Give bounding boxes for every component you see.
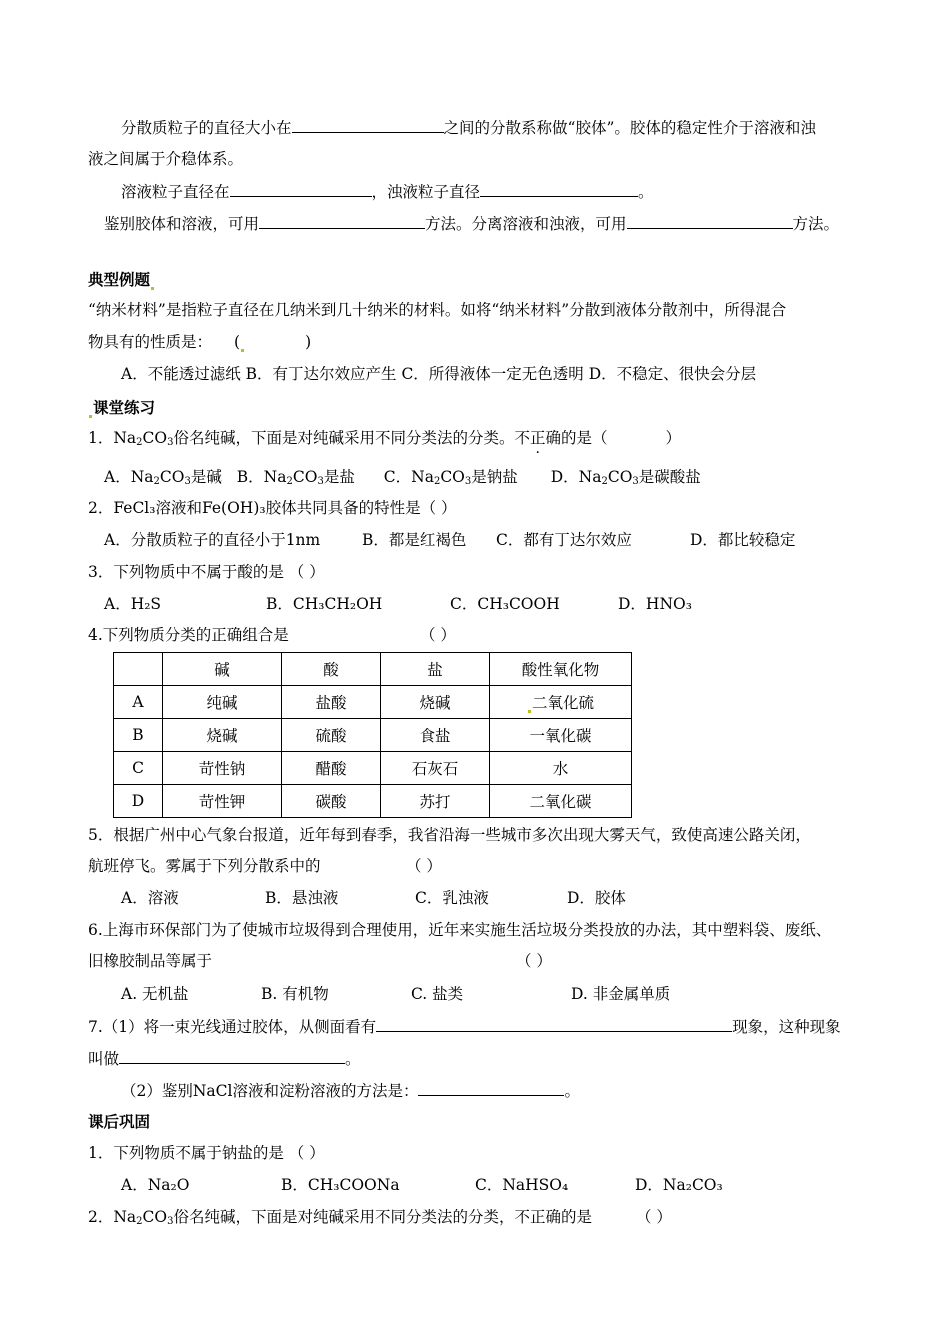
subscript: 2	[136, 437, 143, 448]
option-d: D．Na₂CO₃	[635, 1176, 723, 1194]
option-c: C．NaHSO₄	[475, 1176, 569, 1194]
answer-blank[interactable]	[480, 181, 638, 197]
option-b: B．CH₃COONa	[281, 1176, 400, 1194]
example-question-line-1: “纳米材料”是指粒子直径在几纳米到几十纳米的材料。如将“纳米材料”分散到液体分散剂中，所得混合	[88, 301, 787, 319]
intro-text: 溶液粒子直径在	[121, 183, 230, 201]
class-q5-options	[121, 888, 626, 908]
answer-blank[interactable]	[230, 181, 372, 197]
option-c: C．CH₃COOH	[450, 595, 560, 613]
class-q3-options	[104, 594, 692, 614]
example-options: A．不能透过滤纸 B．有丁达尔效应产生 C．所得液体一定无色透明 D．不稳定、很快会分层	[121, 365, 757, 383]
table-cell: 硫酸	[282, 719, 381, 752]
table-header-row	[114, 653, 632, 686]
after-q1: 1．下列物质不属于钠盐的是 （ ）	[88, 1144, 325, 1162]
option-c: C．都有丁达尔效应	[496, 531, 632, 549]
table-header: 盐	[381, 653, 490, 686]
class-q1-options	[104, 467, 701, 487]
intro-text: 鉴别胶体和溶液，可用	[104, 215, 260, 233]
option-b: B．$Na_2CO_3$是盐	[236, 468, 355, 487]
intro-text: 之间的分散系称做“胶体”。胶体的稳定性介于溶液和浊	[443, 119, 816, 137]
class-q4: 4.下列物质分类的正确组合是 （ ）	[88, 626, 456, 644]
class-q6-options	[121, 984, 671, 1004]
class-q6-line-1: 6.上海市环保部门为了使城市垃圾得到合理使用，近年来实施生活垃圾分类投放的办法，其中塑料袋、废纸、	[88, 921, 832, 939]
section-heading-class: 课堂练习	[88, 398, 155, 418]
option-d: D．都比较稳定	[690, 531, 796, 549]
table-row	[114, 785, 632, 818]
after-q2: 2．$Na_2CO_3$俗名纯碱，下面是对纯碱采用不同分类法的分类，不正确的是 （ ）	[88, 1208, 672, 1227]
option-d: D．$Na_2CO_3$是碳酸盐	[550, 468, 701, 487]
intro-text: 。	[638, 183, 654, 201]
option-c: C. 盐类	[411, 985, 464, 1003]
option-a: A．Na₂O	[121, 1176, 190, 1194]
answer-blank[interactable]	[627, 213, 793, 229]
answer-blank[interactable]	[418, 1080, 564, 1096]
option-a: A．$Na_2CO_3$是碱	[104, 468, 222, 487]
class-q1: 1．$Na_2CO_3$俗名纯碱，下面是对纯碱采用不同分类法的分类。不正确的是（ ）	[88, 429, 682, 448]
table-cell: B	[114, 719, 163, 752]
answer-paren: （ ）	[516, 952, 552, 970]
option-b: B．CH₃CH₂OH	[266, 595, 383, 613]
option-a: A．溶液	[121, 889, 179, 907]
table-cell: 二氧化碳	[490, 785, 632, 818]
subscript: 2	[136, 1216, 143, 1227]
answer-blank[interactable]	[292, 117, 444, 133]
answer-blank[interactable]	[376, 1016, 732, 1032]
option-b: B. 有机物	[261, 985, 329, 1003]
answer-paren: )	[305, 333, 312, 351]
table-header: 酸	[282, 653, 381, 686]
answer-paren: （ ）	[420, 626, 456, 644]
intro-text: ，浊液粒子直径	[371, 183, 481, 201]
intro-text: 方法。	[792, 215, 840, 233]
answer-paren: （ ）	[636, 1208, 672, 1226]
intro-text: 方法。分离溶液和浊液，可用	[425, 215, 627, 233]
answer-paren: (	[234, 333, 241, 351]
class-q5-line-1: 5．根据广州中心气象台报道，近年每到春季，我省沿海一些城市多次出现大雾天气，致使高速公路关闭，	[88, 826, 811, 844]
option-a: A．分散质粒子的直径小于1nm	[104, 531, 321, 549]
option-c: C．$Na_2CO_3$是钠盐	[383, 468, 518, 487]
decorative-dot	[89, 415, 92, 418]
table-cell: 食盐	[381, 719, 490, 752]
table-row	[114, 686, 632, 719]
class-q7-line-1: 7.（1）将一束光线通过胶体，从侧面看有 现象，这种现象	[88, 1018, 841, 1036]
option-b: B．悬浊液	[265, 889, 339, 907]
table-header: 碱	[163, 653, 282, 686]
table-cell: 盐酸	[282, 686, 381, 719]
option-d: D．HNO₃	[618, 595, 692, 613]
table-header: 酸性氧化物	[490, 653, 632, 686]
example-question-line-2	[88, 332, 311, 352]
table-cell: D	[114, 785, 163, 818]
section-heading-example: 典型例题	[88, 270, 155, 290]
subscript: 3	[167, 1216, 174, 1227]
class-q3: 3．下列物质中不属于酸的是 （ ）	[88, 563, 325, 581]
question-text: 物具有的性质是：	[88, 333, 213, 351]
option-d: D．胶体	[567, 889, 626, 907]
table-cell: 烧碱	[163, 719, 282, 752]
table-cell: 醋酸	[282, 752, 381, 785]
intro-line-3	[121, 181, 654, 202]
table-cell: 二氧化硫	[490, 686, 632, 719]
option-d: D. 非金属单质	[571, 985, 671, 1003]
intro-line-1	[121, 117, 816, 138]
option-b: B．都是红褐色	[362, 531, 467, 549]
emphasis-text: 不正确	[514, 429, 562, 447]
intro-text: 分散质粒子的直径大小在	[121, 119, 292, 137]
class-q6-line-2: 旧橡胶制品等属于 （ ）	[88, 952, 552, 970]
class-q7-line-2: 叫做 。	[88, 1050, 361, 1068]
decorative-dot	[241, 349, 244, 352]
table-cell: 烧碱	[381, 686, 490, 719]
table-row	[114, 719, 632, 752]
after-q1-options	[121, 1175, 723, 1195]
table-cell: 苛性钠	[163, 752, 282, 785]
answer-blank[interactable]	[259, 213, 425, 229]
table-cell: 碳酸	[282, 785, 381, 818]
table-cell: 石灰石	[381, 752, 490, 785]
table-header	[114, 653, 163, 686]
table-cell: A	[114, 686, 163, 719]
table-cell: C	[114, 752, 163, 785]
table-cell: 纯碱	[163, 686, 282, 719]
option-a: A．H₂S	[104, 595, 162, 613]
table-cell: 苛性钾	[163, 785, 282, 818]
decorative-dot	[528, 710, 531, 713]
option-c: C．乳浊液	[415, 889, 489, 907]
class-q2-options	[104, 530, 796, 550]
decorative-dot	[151, 287, 154, 290]
intro-line-2: 液之间属于介稳体系。	[88, 150, 244, 168]
class-q5-line-2: 航班停飞。雾属于下列分散系中的 （ ）	[88, 857, 442, 875]
option-a: A. 无机盐	[121, 985, 189, 1003]
intro-line-4	[104, 213, 839, 234]
answer-paren: （ ）	[406, 857, 442, 875]
table-cell: 一氧化碳	[490, 719, 632, 752]
section-heading-after: 课后巩固	[88, 1113, 151, 1131]
table-row	[114, 752, 632, 785]
subscript: 3	[167, 437, 174, 448]
table-cell: 苏打	[381, 785, 490, 818]
answer-blank[interactable]	[119, 1048, 345, 1064]
classification-table	[113, 652, 632, 818]
class-q2: 2．FeCl₃溶液和Fe(OH)₃胶体共同具备的特性是（ ）	[88, 499, 457, 517]
table-cell: 水	[490, 752, 632, 785]
class-q7-line-3: （2）鉴别NaCl溶液和淀粉溶液的方法是： 。	[121, 1082, 580, 1100]
